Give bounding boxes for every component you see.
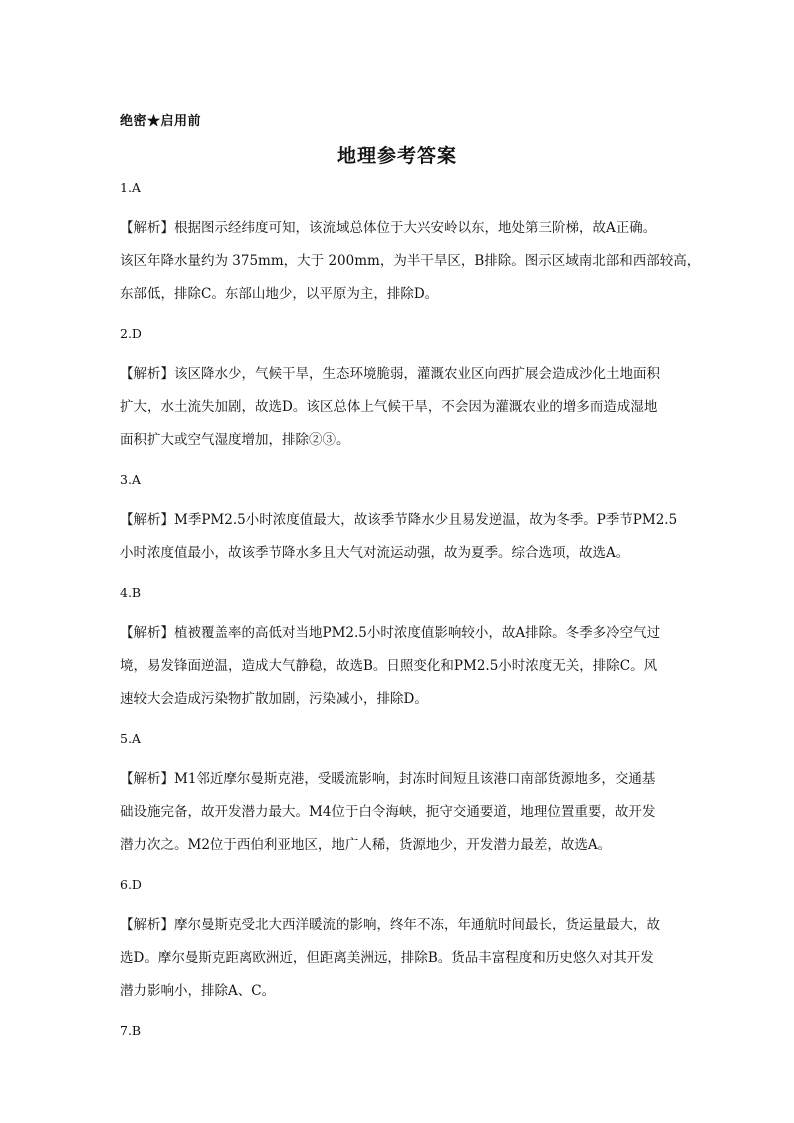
confidential-header: 绝密★启用前 [120,114,202,129]
answer-number: 5.A [120,731,141,746]
explanation-line: 东部低，排除C。东部山地少，以平原为主，排除D。 [120,286,439,302]
explanation-line: 【解析】M季PM2.5小时浓度值最大，故该季节降水少且易发逆温，故为冬季。P季节PM2.5 [120,512,678,528]
answer-item [120,875,680,1021]
explanation-line: 小时浓度值最小，故该季节降水多且大气对流运动强，故为夏季。综合选项，故选A。 [120,545,630,561]
answer-number: 3.A [120,472,141,487]
explanation-line: 潜力次之。M2位于西伯利亚地区，地广人稀，货源地少，开发潜力最差，故选A。 [120,837,612,853]
explanation-line: 【解析】根据图示经纬度可知，该流域总体位于大兴安岭以东，地处第三阶梯，故A正确。 [120,220,657,236]
answer-number: 1.A [120,180,141,195]
answer-number: 2.D [120,326,142,341]
answer-list [120,178,701,1061]
explanation-line: 【解析】植被覆盖率的高低对当地PM2.5小时浓度值影响较小，故A排除。冬季多冷空气过 [120,625,661,641]
explanation-line: 该区年降水量约为 375mm，大于 200mm，为半干旱区，B排除。图示区域南北部和西部较高， [120,253,701,269]
page-title: 地理参考答案 [336,145,457,167]
answer-item [120,583,680,729]
explanation-line: 境，易发锋面逆温，造成大气静稳，故选B。日照变化和PM2.5小时浓度无关，排除C。风 [120,658,658,674]
answer-number: 6.D [120,877,142,892]
explanation-line: 【解析】该区降水少，气候干旱，生态环境脆弱，灌溉农业区向西扩展会造成沙化土地面积 [120,366,660,382]
answer-item [120,324,680,470]
explanation-line: 【解析】摩尔曼斯克受北大西洋暖流的影响，终年不冻，年通航时间最长，货运量最大，故 [120,917,660,933]
explanation-line: 扩大，水土流失加剧，故选D。该区总体上气候干旱，不会因为灌溉农业的增多而造成湿地 [120,399,658,415]
explanation-line: 潜力影响小，排除A、C。 [120,983,276,999]
answer-item [120,470,680,583]
explanation-line: 选D。摩尔曼斯克距离欧洲近，但距离美洲远，排除B。货品丰富程度和历史悠久对其开发 [120,950,654,966]
explanation-line: 速较大会造成污染物扩散加剧，污染减小，排除D。 [120,691,428,707]
answer-item [120,178,701,324]
explanation-line: 础设施完备，故开发潜力最大。M4位于白令海峡，扼守交通要道，地理位置重要，故开发 [120,804,656,820]
answer-number: 4.B [120,585,142,600]
explanation-line: 【解析】M1邻近摩尔曼斯克港，受暖流影响，封冻时间短且该港口南部货源地多，交通基 [120,771,656,787]
answer-number: 7.B [120,1023,142,1038]
answer-item [120,729,680,875]
answer-item [120,1021,680,1061]
explanation-line: 面积扩大或空气湿度增加，排除②③。 [120,432,350,448]
